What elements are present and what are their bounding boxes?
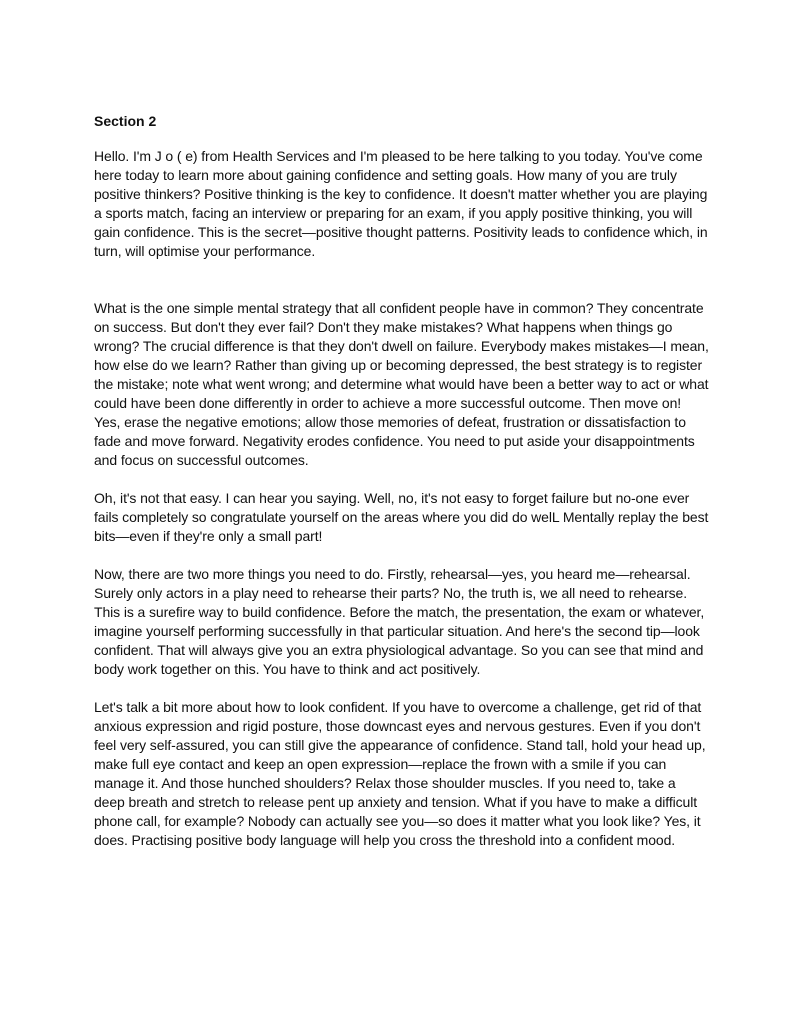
paragraph-intro: Hello. I'm J o ( e) from Health Services and I'm pleased to be here talking to you today. You've come here today to learn more about gaining confidence and setting goals. How many of you are truly positive thinkers? Positive thinking is the key to confidence. It doesn't matter whether you are playing a sports match, facing an interview or preparing for an exam, if you apply positive thinking, you will gain confidence. This is the secret—positive thought patterns. Positivity leads to confidence which, in turn, will optimise your performance. <box>94 148 708 259</box>
paragraph-not-easy: Oh, it's not that easy. I can hear you saying. Well, no, it's not easy to forget failure but no-one ever fails completely so congratulate yourself on the areas where you did do welL Mentally replay the best bits—even if they're only a small part! <box>94 490 709 544</box>
paragraph-mental-strategy: What is the one simple mental strategy that all confident people have in common? They concentrate on success. But don't they ever fail? Don't they make mistakes? What happens when things go wrong? The crucial difference is that they don't dwell on failure. Everybody makes mistakes—I mean, how else do we learn? Rather than giving up or becoming depressed, the best strategy is to register the mistake; note what went wrong; and determine what would have been a better way to act or what could have been done differently in order to achieve a more successful outcome. Then move on! Yes, erase the negative emotions; allow those memories of defeat, frustration or dissatisfaction to fade and move forward. Negativity erodes confidence. You need to put aside your disappointments and focus on successful outcomes. <box>94 300 709 468</box>
section-title: Section 2 <box>94 113 157 129</box>
paragraph-rehearsal: Now, there are two more things you need to do. Firstly, rehearsal—yes, you heard me—rehearsal. Surely only actors in a play need to rehearse their parts? No, the truth is, we all need to rehearse. This is a surefire way to build confidence. Before the match, the presentation, the exam or whatever, imagine yourself performing successfully in that particular situation. And here's the second tip—look confident. That will always give you an extra physiological advantage. So you can see that mind and body work together on this. You have to think and act positively. <box>94 566 705 677</box>
paragraph-look-confident: Let's talk a bit more about how to look confident. If you have to overcome a challenge, get rid of that anxious expression and rigid posture, those downcast eyes and nervous gestures. Even if you don't feel very self-assured, you can still give the appearance of confidence. Stand tall, hold your head up, make full eye contact and keep an open expression—replace the frown with a smile if you can manage it. And those hunched shoulders? Relax those shoulder muscles. If you need to, take a deep breath and stretch to release pent up anxiety and tension. What if you have to make a difficult phone call, for example? Nobody can actually see you—so does it matter what you look like? Yes, it does. Practising positive body language will help you cross the threshold into a confident mood. <box>94 699 706 848</box>
